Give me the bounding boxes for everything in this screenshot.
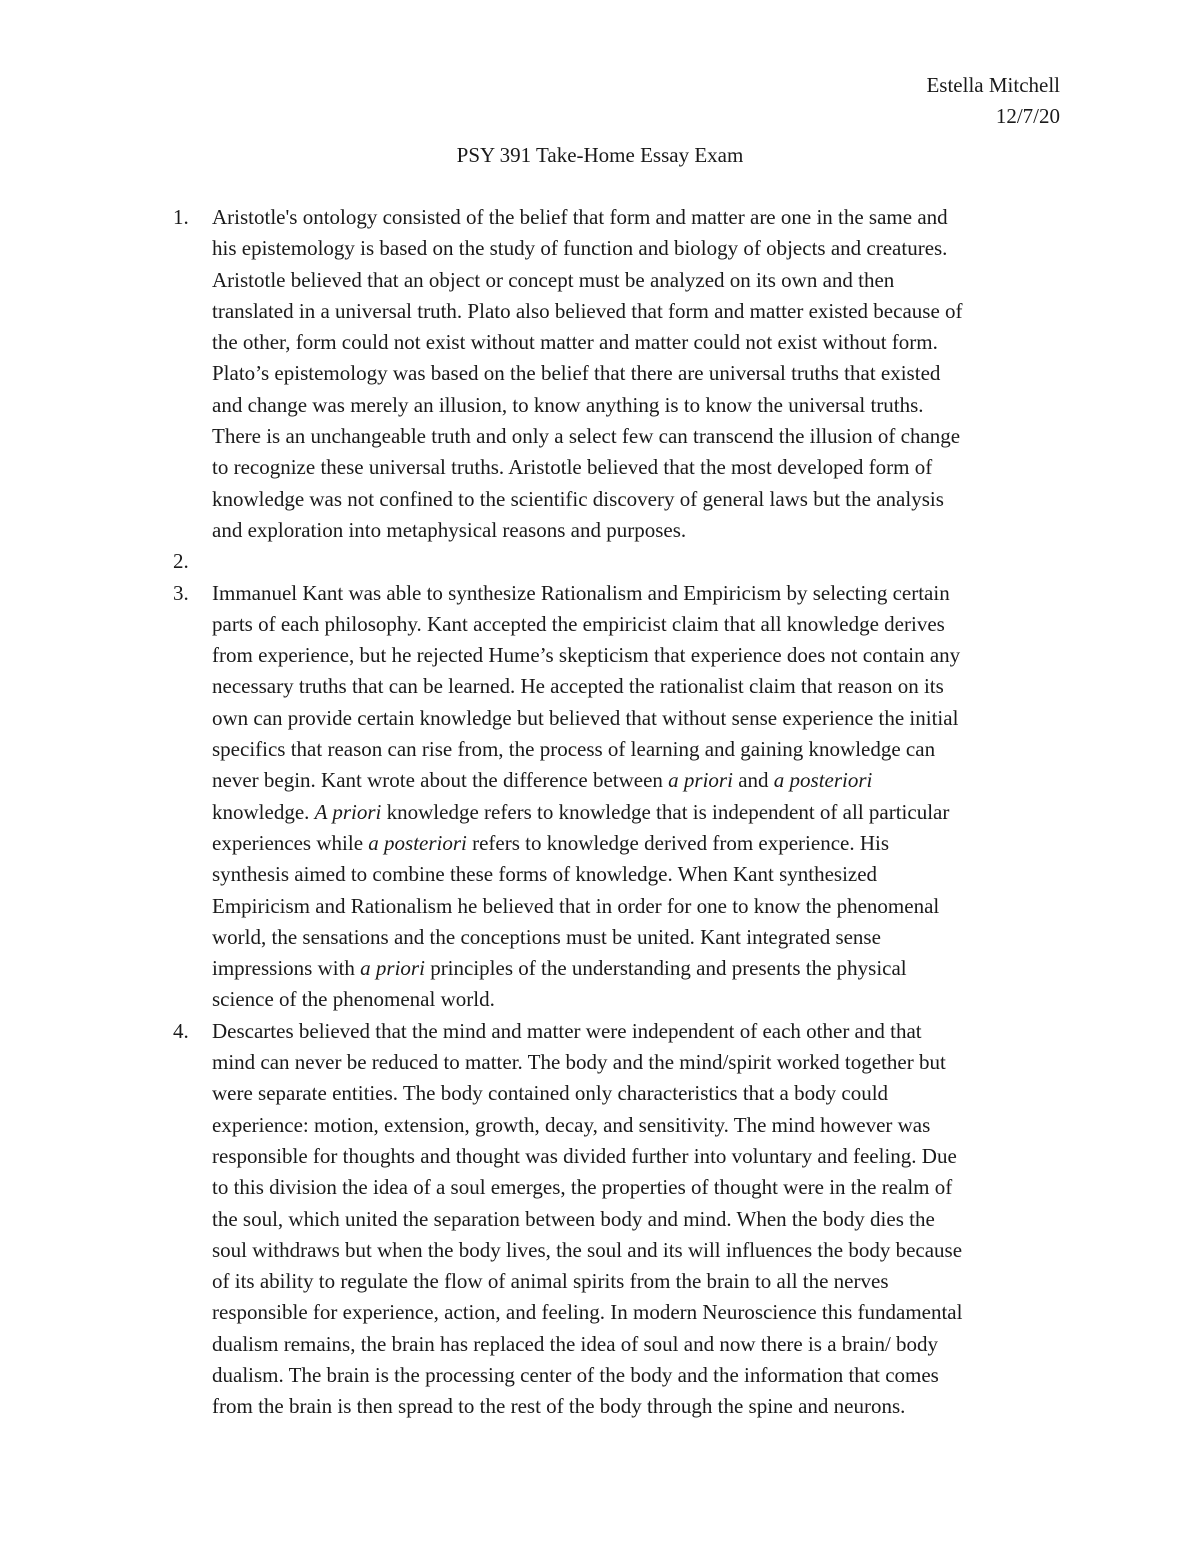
answer-text-line: Aristotle's ontology consisted of the belief that form and matter are one in the same and (212, 205, 948, 229)
answer-item (140, 1016, 1060, 1423)
answer-empty (212, 546, 1060, 577)
answer-item (140, 202, 1060, 546)
answer-text-line: knowledge was not confined to the scientific discovery of general laws but the analysis (212, 486, 944, 511)
answer-text-line: of its ability to regulate the flow of animal spirits from the brain to all the nerves (212, 1269, 889, 1294)
answer-text-line: soul withdraws but when the body lives, the soul and its will influences the body because (212, 1237, 963, 1262)
answer-text-line: responsible for thoughts and thought was divided further into voluntary and feeling. Due (212, 1143, 957, 1168)
answer-text-line: from experience, but he rejected Hume’s skepticism that experience does not contain any (212, 643, 961, 668)
answer-text-line: the other, form could not exist without matter and matter could not exist without form. (212, 330, 938, 355)
answer-text-line: Aristotle believed that an object or concept must be analyzed on its own and then (212, 267, 895, 292)
answer-text-line: to recognize these universal truths. Aristotle believed that the most developed form of (212, 455, 933, 480)
answer-text-line: dualism. The brain is the processing center of the body and the information that comes (212, 1362, 939, 1387)
answer-text-line: were separate entities. The body contained only characteristics that a body could (212, 1081, 889, 1106)
answer-text-line: impressions with a priori principles of the understanding and presents the physical (212, 956, 907, 981)
answer-number: 1. (173, 205, 189, 229)
answer-item (140, 546, 1060, 577)
answer-text-line: necessary truths that can be learned. He accepted the rationalist claim that reason on its (212, 674, 944, 699)
answer-text-line: parts of each philosophy. Kant accepted the empiricist claim that all knowledge derives (212, 611, 945, 636)
answer-text-line: from the brain is then spread to the rest of the body through the spine and neurons. (212, 1394, 906, 1419)
answer-text-line: and exploration into metaphysical reasons and purposes. (212, 517, 687, 542)
answer-text-line: experience: motion, extension, growth, decay, and sensitivity. The mind however was (212, 1112, 931, 1137)
answer-list (140, 202, 1060, 1423)
answer-text-line: Empiricism and Rationalism he believed that in order for one to know the phenomenal (212, 893, 940, 918)
answer-text-line: responsible for experience, action, and feeling. In modern Neuroscience this fundamental (212, 1300, 963, 1325)
answer-text-line: knowledge. A priori knowledge refers to knowledge that is independent of all particular (212, 799, 950, 824)
answer-text-line: Descartes believed that the mind and matter were independent of each other and that (212, 1018, 922, 1043)
answer-text-line: specifics that reason can rise from, the process of learning and gaining knowledge can (212, 737, 936, 762)
document-title: PSY 391 Take-Home Essay Exam (456, 143, 744, 167)
answer-text-line: to this division the idea of a soul emerges, the properties of thought were in the realm of (212, 1175, 953, 1200)
document-header (926, 70, 1060, 132)
answer-text-line: own can provide certain knowledge but believed that without sense experience the initial (212, 705, 959, 730)
answer-text-line: world, the sensations and the conceptions must be united. Kant integrated sense (212, 924, 881, 949)
answer-text-line: dualism remains, the brain has replaced the idea of soul and now there is a brain/ body (212, 1331, 939, 1356)
answer-number: 2. (173, 549, 189, 574)
answer-text-line: and change was merely an illusion, to know anything is to know the universal truths. (212, 392, 924, 417)
answer-text-line: never begin. Kant wrote about the difference between a priori and a posteriori (212, 768, 873, 793)
document-date: 12/7/20 (995, 104, 1060, 128)
answer-text-line: synthesis aimed to combine these forms of knowledge. When Kant synthesized (212, 862, 878, 887)
answer-text-line: There is an unchangeable truth and only a select few can transcend the illusion of change (212, 424, 961, 449)
answer-text-line: mind can never be reduced to matter. The body and the mind/spirit worked together but (212, 1050, 946, 1075)
answer-text-line: translated in a universal truth. Plato also believed that form and matter existed because of (212, 298, 963, 323)
answer-text-line: Plato’s epistemology was based on the belief that there are universal truths that existed (212, 361, 941, 386)
answer-text-line: his epistemology is based on the study of function and biology of objects and creatures. (212, 236, 948, 261)
answer-text-line: experiences while a posteriori refers to knowledge derived from experience. His (212, 830, 890, 855)
author-name: Estella Mitchell (926, 73, 1060, 97)
answer-text-line: science of the phenomenal world. (212, 987, 495, 1012)
answer-text-line: the soul, which united the separation between body and mind. When the body dies the (212, 1206, 935, 1231)
answer-text-line: Immanuel Kant was able to synthesize Rationalism and Empiricism by selecting certain (212, 580, 950, 605)
answer-item (140, 578, 1060, 1016)
answer-number: 3. (173, 580, 189, 605)
answer-number: 4. (173, 1018, 189, 1043)
